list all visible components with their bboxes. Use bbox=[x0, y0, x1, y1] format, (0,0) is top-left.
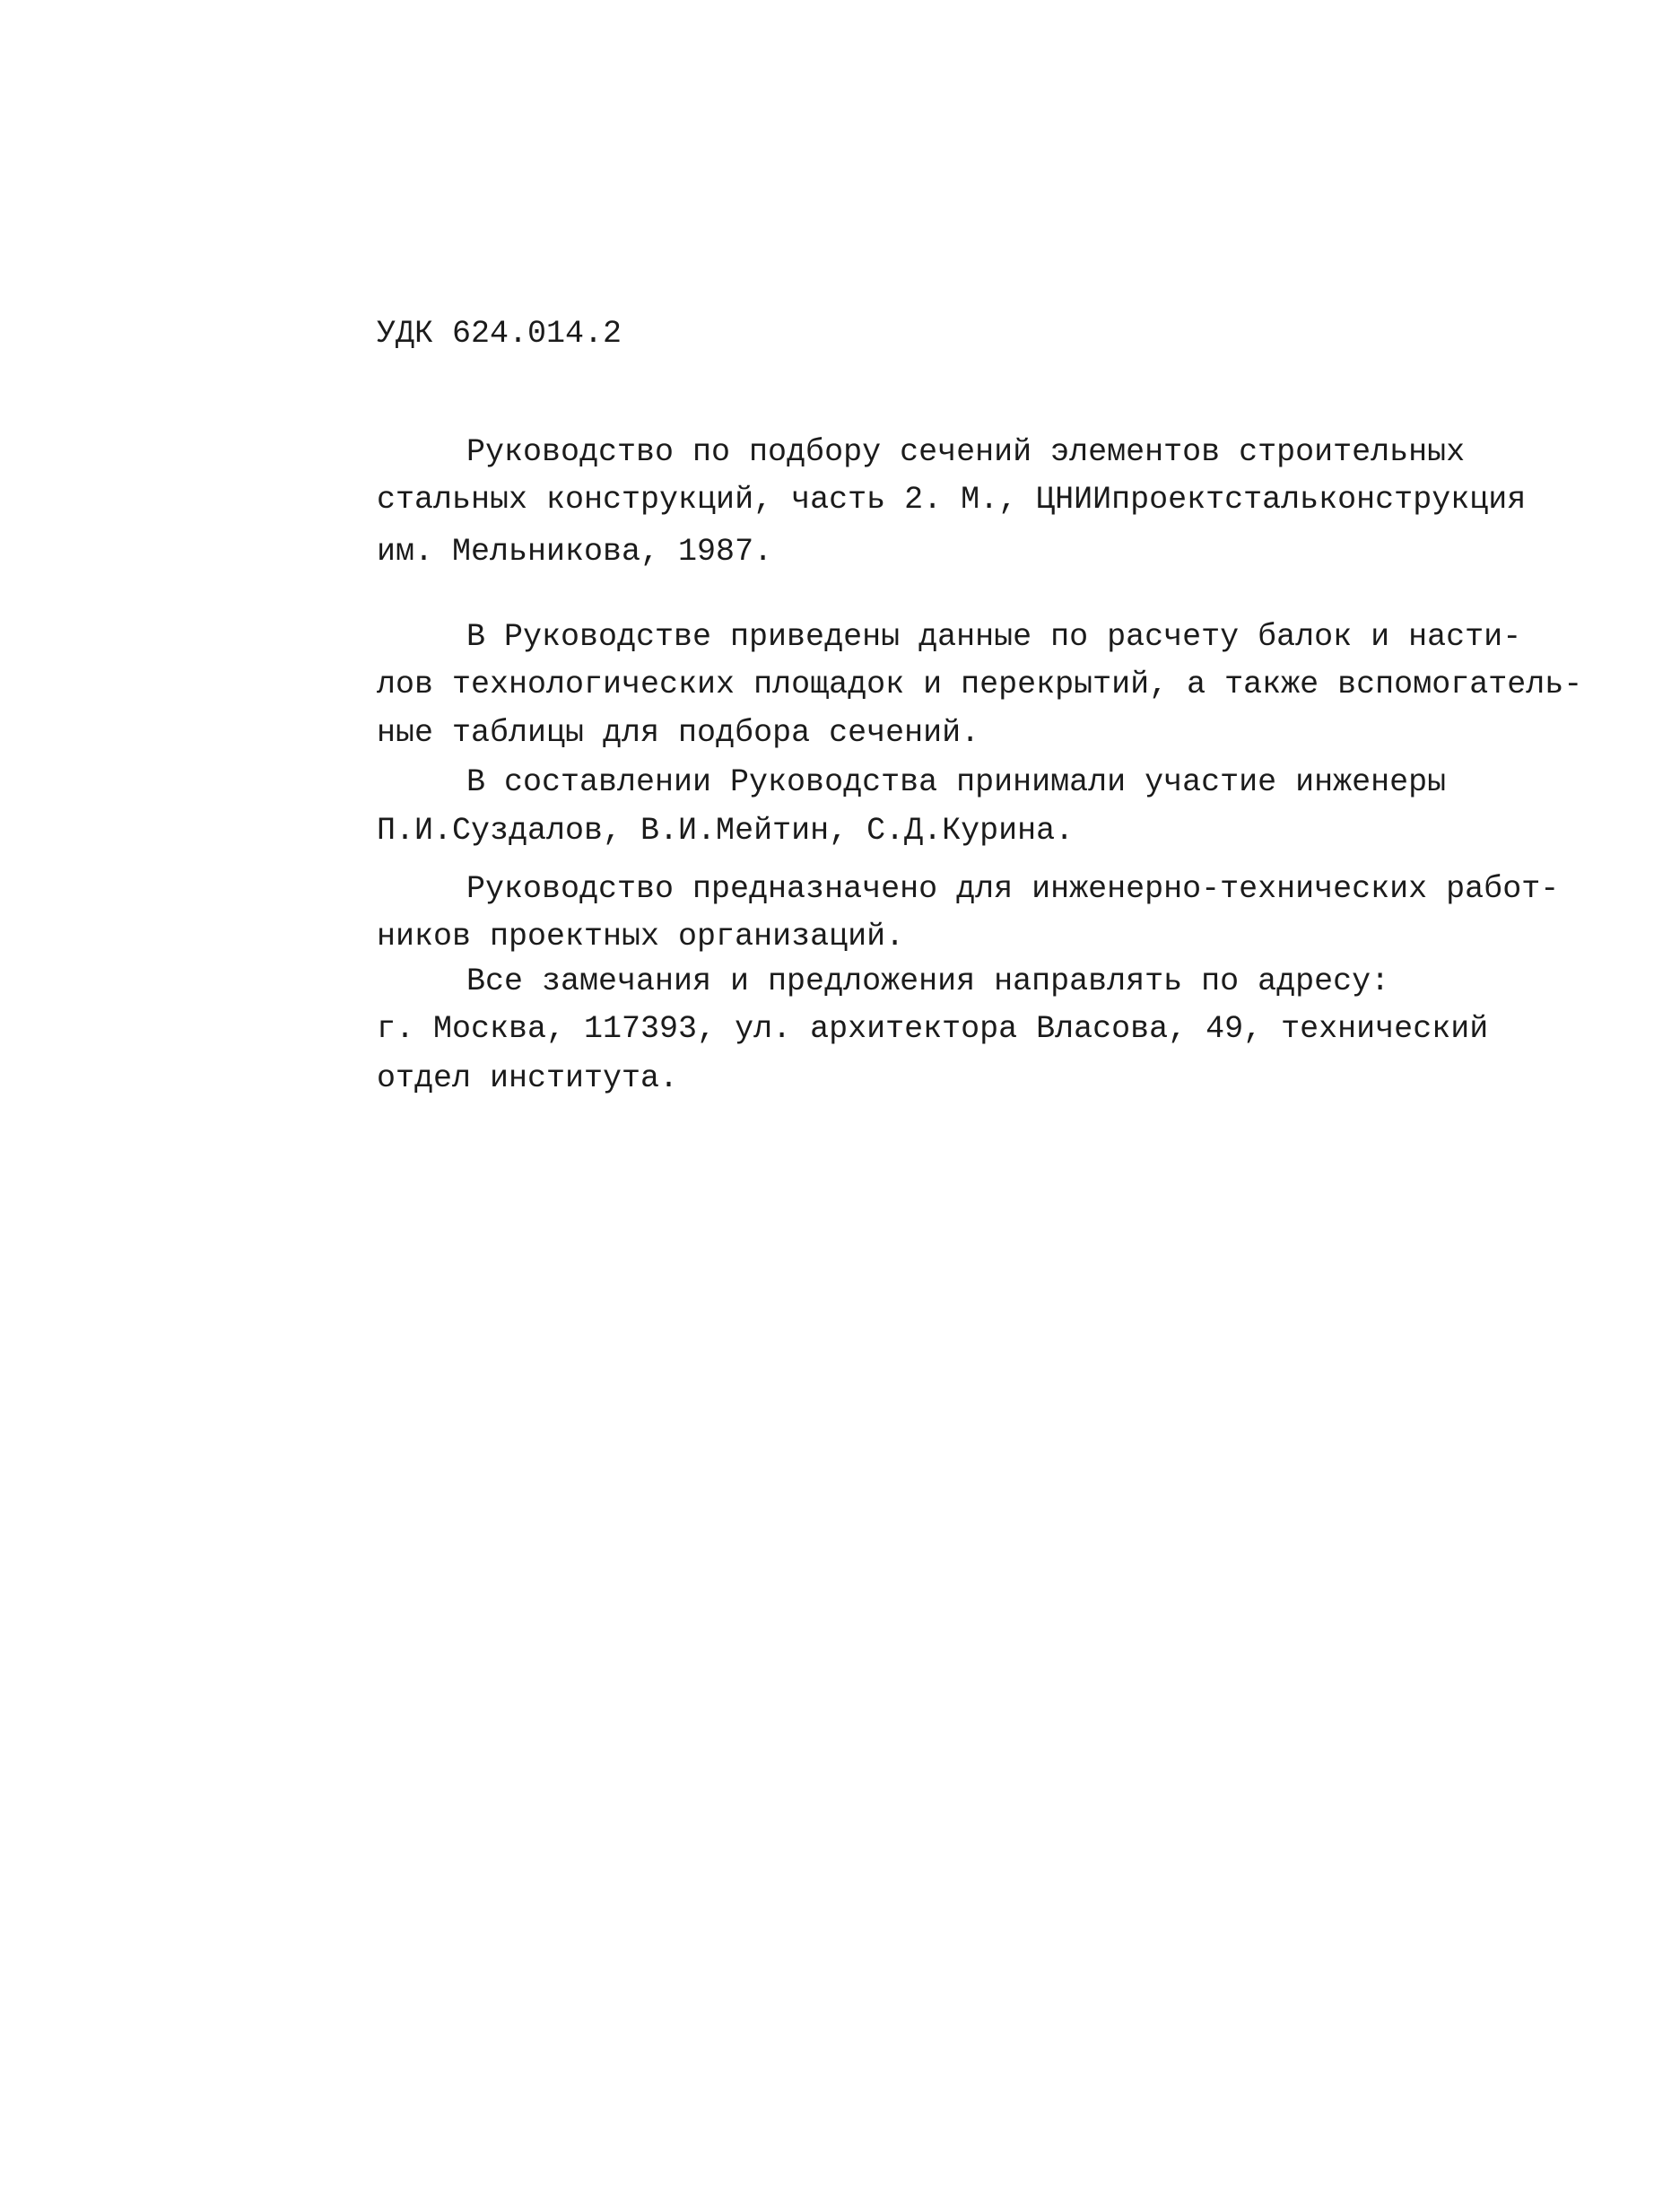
paragraph-line: ников проектных организаций. bbox=[377, 919, 905, 955]
paragraph-line: Руководство предназначено для инженерно-технических работ- bbox=[466, 871, 1560, 907]
udk-code: УДК 624.014.2 bbox=[377, 316, 622, 352]
paragraph-line: В составлении Руководства принимали участие инженеры bbox=[466, 764, 1447, 800]
paragraph-line: стальных конструкций, часть 2. М., ЦНИИпроектстальконструкция bbox=[377, 482, 1527, 518]
paragraph-line: лов технологических площадок и перекрытий, а также вспомогатель- bbox=[377, 667, 1583, 702]
paragraph-line: им. Мельникова, 1987. bbox=[377, 534, 773, 570]
paragraph-line: отдел института. bbox=[377, 1060, 679, 1096]
paragraph-line: ные таблицы для подбора сечений. bbox=[377, 715, 980, 751]
paragraph-line: г. Москва, 117393, ул. архитектора Власова, 49, технический bbox=[377, 1011, 1489, 1047]
paragraph-line: Руководство по подбору сечений элементов строительных bbox=[466, 434, 1466, 470]
paragraph-line: Все замечания и предложения направлять по адресу: bbox=[466, 963, 1390, 999]
paragraph-line: В Руководстве приведены данные по расчету балок и насти- bbox=[466, 619, 1522, 655]
paragraph-line: П.И.Суздалов, В.И.Мейтин, С.Д.Курина. bbox=[377, 813, 1075, 849]
